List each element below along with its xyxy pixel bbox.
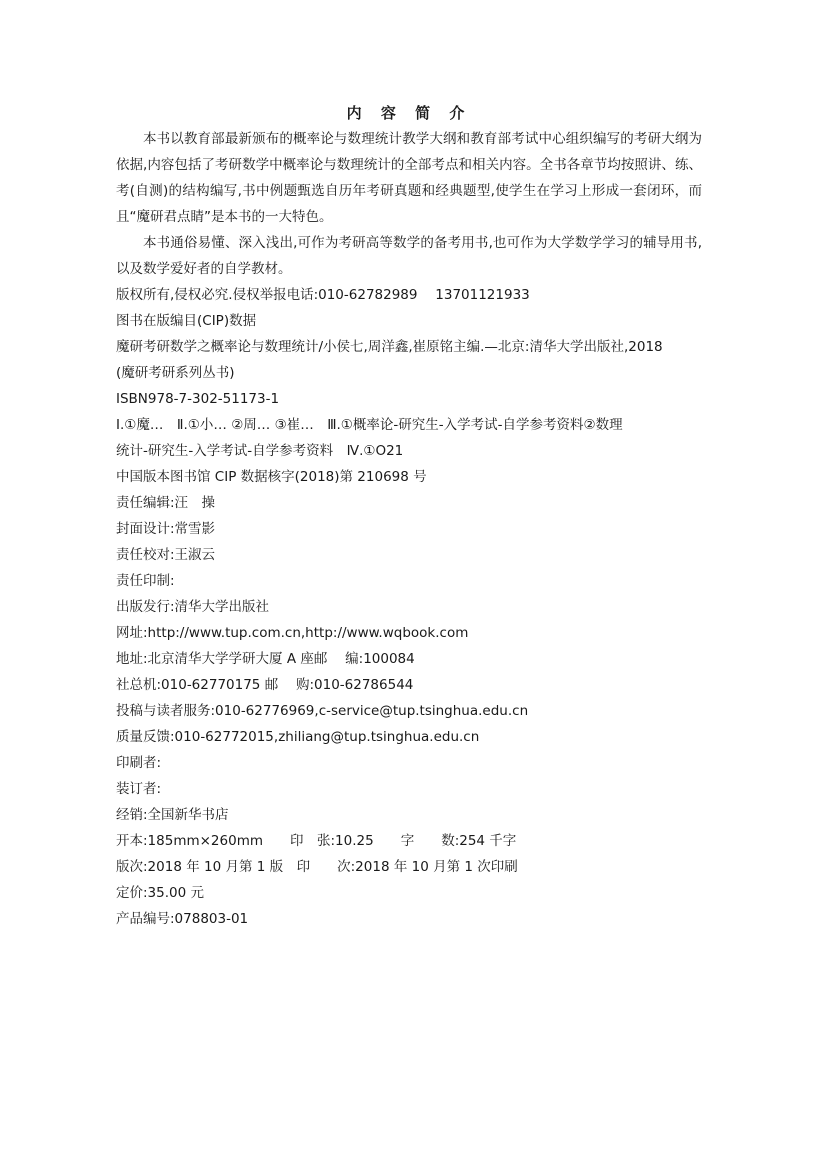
publisher-phone: 社总机:010-62770175 邮 购:010-62786544 bbox=[116, 677, 414, 693]
edition-info: 版次:2018 年 10 月第 1 版 印 次:2018 年 10 月第 1 次印刷 bbox=[116, 859, 518, 875]
series-name: (魔研考研系列丛书) bbox=[116, 365, 235, 381]
printer: 印刷者: bbox=[116, 755, 162, 771]
product-code: 产品编号:078803-01 bbox=[116, 911, 249, 927]
page-title: 内 容 简 介 bbox=[346, 104, 472, 122]
price: 定价:35.00 元 bbox=[116, 885, 204, 901]
publisher-address: 地址:北京清华大学学研大厦 A 座邮 编:100084 bbox=[116, 651, 415, 667]
cip-verify-number: 中国版本图书馆 CIP 数据核字(2018)第 210698 号 bbox=[116, 469, 427, 485]
quality-feedback: 质量反馈:010-62772015,zhiliang@tup.tsinghua.edu.cn bbox=[116, 729, 480, 745]
proofreader: 责任校对:王淑云 bbox=[116, 547, 216, 563]
reader-service: 投稿与读者服务:010-62776969,c-service@tup.tsinghua.edu.cn bbox=[116, 703, 529, 719]
copyright-page bbox=[116, 100, 702, 932]
intro-paragraph-2: 本书通俗易懂、深入浅出,可作为考研高等数学的备考用书,也可作为大学数学学习的辅导用书,以及数学爱好者的自学教材。 bbox=[116, 235, 702, 277]
intro-paragraph-1: 本书以教育部最新颁布的概率论与数理统计教学大纲和教育部考试中心组织编写的考研大纲为依据,内容包括了考研数学中概率论与数理统计的全部考点和相关内容。全书各章节均按照讲、练、考(自测)的结构编写,书中例题甄选自历年考研真题和经典题型,使学生在学习上形成一套闭环，而且“魔研君点睛”是本书的一大特色。 bbox=[116, 131, 702, 225]
classification: Ⅰ.①魔… Ⅱ.①小… ②周… ③崔… Ⅲ.①概率论-研究生-入学考试-自学参考资料②数理 bbox=[116, 417, 623, 433]
classification-continued: 统计-研究生-入学考试-自学参考资料 Ⅳ.①O21 bbox=[116, 443, 404, 459]
publisher-website: 网址:http://www.tup.com.cn,http://www.wqbook.com bbox=[116, 625, 469, 641]
binder: 装订者: bbox=[116, 781, 162, 797]
cover-designer: 封面设计:常雪影 bbox=[116, 521, 216, 537]
book-format: 开本:185mm×260mm 印 张:10.25 字 数:254 千字 bbox=[116, 833, 517, 849]
cip-heading: 图书在版编目(CIP)数据 bbox=[116, 313, 257, 329]
cip-entry: 魔研考研数学之概率论与数理统计/小侯七,周洋鑫,崔原铭主编.—北京:清华大学出版社,2018 bbox=[116, 339, 663, 355]
isbn: ISBN978-7-302-51173-1 bbox=[116, 391, 280, 407]
responsible-editor: 责任编辑:汪 操 bbox=[116, 495, 216, 511]
publisher-distribution: 出版发行:清华大学出版社 bbox=[116, 599, 270, 615]
print-supervisor: 责任印制: bbox=[116, 573, 175, 589]
copyright-notice: 版权所有,侵权必究.侵权举报电话:010-62782989 13701121933 bbox=[116, 287, 530, 303]
seller: 经销:全国新华书店 bbox=[116, 807, 229, 823]
